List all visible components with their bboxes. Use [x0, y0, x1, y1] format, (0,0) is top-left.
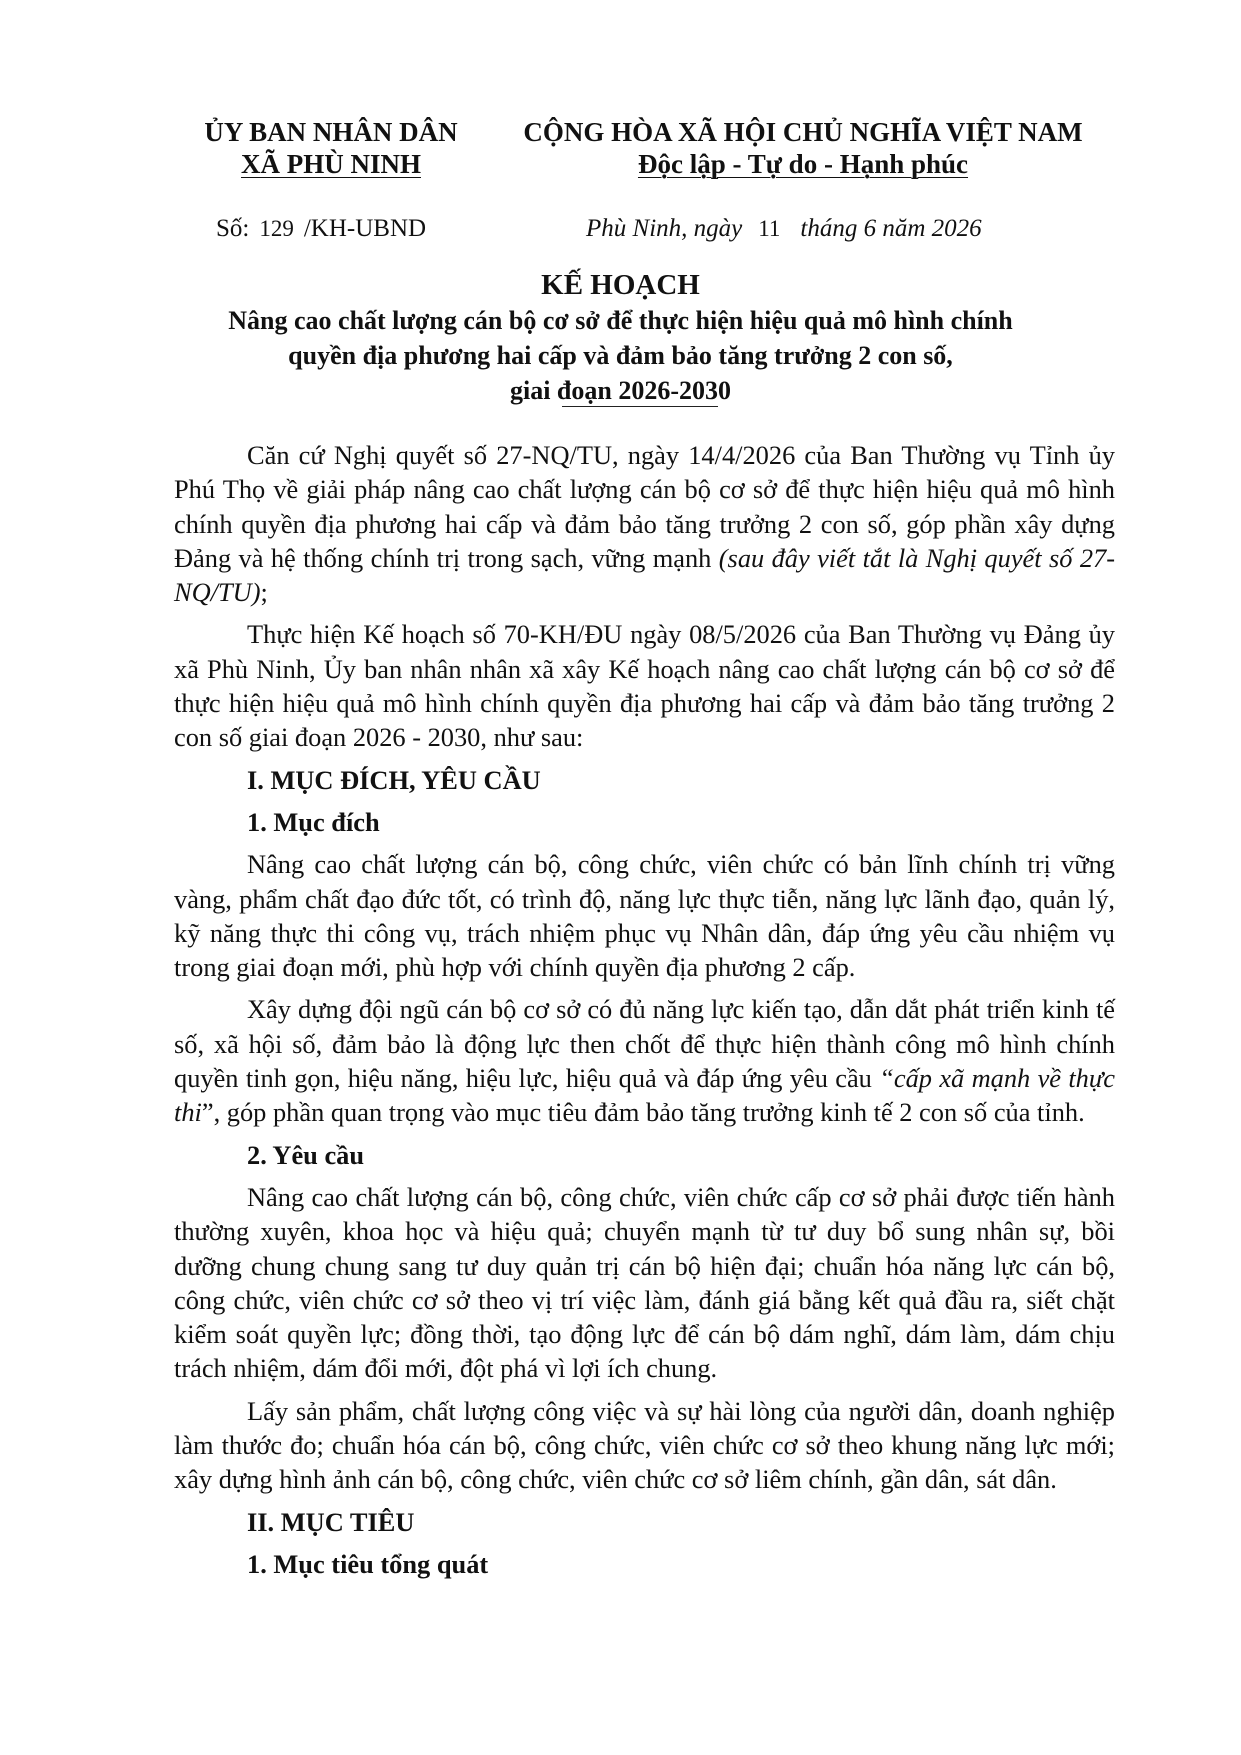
paragraph-purpose-1: Nâng cao chất lượng cán bộ, công chức, viên chức có bản lĩnh chính trị vững vàng, phẩm chất đạo đức tốt, có trình độ, năng lực thực tiễn, năng lực lãnh đạo, quản lý, kỹ năng thực thi công vụ, trách nhiệm phục vụ Nhân dân, đáp ứng yêu cầu nhiệm vụ trong giai đoạn mới, phù hợp với chính quyền địa phương 2 cấp. [174, 849, 1115, 983]
place-date [586, 214, 982, 244]
subtitle-line-2: quyền địa phương hai cấp và đảm bảo tăng trưởng 2 con số, [288, 341, 953, 370]
commune-name-text: XÃ PHÙ NINH [241, 149, 421, 179]
agency-name: ỦY BAN NHÂN DÂN [204, 117, 458, 147]
section-heading-objectives: II. MỤC TIÊU [247, 1506, 415, 1537]
paragraph-purpose-2-end: ”, góp phần quan trọng vào mục tiêu đảm bảo tăng trưởng kinh tế 2 con số của tỉnh. [201, 1097, 1085, 1128]
document-subtitle [150, 303, 1091, 408]
paragraph-purpose-2 [174, 992, 1115, 1129]
place-date-prefix: Phù Ninh, ngày [586, 215, 743, 242]
section-heading-purpose: I. MỤC ĐÍCH, YÊU CẦU [247, 764, 541, 795]
paragraph-purpose-2-text: Xây dựng đội ngũ cán bộ cơ sở có đủ năng lực kiến tạo, dẫn dắt phát triển kinh tế số, xã hội số, đảm bảo là động lực then chốt để thực hiện thành công mô hình chính quyền tinh gọn, hiệu năng, hiệu lực, hiệu quả và đáp ứng yêu cầu [174, 994, 1115, 1094]
subtitle-line-1: Nâng cao chất lượng cán bộ cơ sở để thực hiện hiệu quả mô hình chính [228, 306, 1013, 335]
subsection-heading-general-objective: 1. Mục tiêu tổng quát [247, 1548, 489, 1579]
issuing-agency [190, 116, 472, 180]
doc-number-suffix: /KH-UBND [303, 215, 427, 242]
paragraph-legal-basis-text: Căn cứ Nghị quyết số 27-NQ/TU, ngày 14/4/2026 của Ban Thường vụ Tỉnh ủy Phú Thọ về giải pháp nâng cao chất lượng cán bộ cơ sở để thực hiện hiệu quả mô hình chính quyền địa phương hai cấp và đảm bảo tăng trưởng 2 con số, góp phần xây dựng Đảng và hệ thống chính trị trong sạch, vững mạnh [174, 440, 1115, 573]
doc-number-value: 129 [259, 216, 294, 241]
subtitle-line-3: giai đoạn 2026-2030 [509, 376, 732, 405]
paragraph-legal-basis [174, 438, 1115, 609]
document-number [216, 214, 426, 244]
paragraph-legal-basis-end: ; [260, 577, 268, 608]
title-divider [562, 406, 718, 407]
commune-name [190, 148, 472, 180]
doc-number-prefix: Số: [216, 215, 250, 242]
place-date-suffix: tháng 6 năm 2026 [800, 215, 982, 242]
motto [505, 148, 1101, 180]
place-date-day: 11 [758, 216, 781, 241]
paragraph-requirements-2: Lấy sản phẩm, chất lượng công việc và sự hài lòng của người dân, doanh nghiệp làm thước đo; chuẩn hóa cán bộ, công chức, viên chức cơ sở theo khung năng lực mới; xây dựng hình ảnh cán bộ, công chức, viên chức cơ sở liêm chính, gần dân, sát dân. [174, 1395, 1115, 1495]
subsection-heading-requirements: 2. Yêu cầu [247, 1139, 365, 1170]
document-title: KẾ HOẠCH [541, 269, 700, 301]
paragraph-legal-basis-note: (sau đây viết tắt là Nghị quyết số 27-NQ/TU) [174, 542, 1116, 608]
paragraph-purpose-2-quote: “cấp xã mạnh về thực thi [174, 1063, 1115, 1128]
country-name: CỘNG HÒA XÃ HỘI CHỦ NGHĨA VIỆT NAM [523, 117, 1083, 147]
national-motto [505, 116, 1101, 180]
paragraph-requirements-1: Nâng cao chất lượng cán bộ, công chức, viên chức cấp cơ sở phải được tiến hành thường xuyên, khoa học và hiệu quả; chuyển mạnh từ tư duy bổ sung nhân sự, bồi dưỡng chung chung sang tư duy quản trị cán bộ hiện đại; chuẩn hóa năng lực cán bộ, công chức, viên chức cơ sở theo vị trí việc làm, đánh giá bằng kết quả đầu ra, siết chặt kiểm soát quyền lực; đồng thời, tạo động lực để cán bộ dám nghĩ, dám làm, dám chịu trách nhiệm, dám đổi mới, đột phá vì lợi ích chung. [174, 1181, 1115, 1384]
motto-text: Độc lập - Tự do - Hạnh phúc [637, 149, 969, 179]
subsection-heading-purpose: 1. Mục đích [247, 806, 380, 837]
document-body [174, 438, 1115, 1589]
paragraph-implementation: Thực hiện Kế hoạch số 70-KH/ĐU ngày 08/5/2026 của Ban Thường vụ Đảng ủy xã Phù Ninh, Ủy ban nhân nhân xã xây Kế hoạch nâng cao chất lượng cán bộ cơ sở để thực hiện hiệu quả mô hình chính quyền địa phương hai cấp và đảm bảo tăng trưởng 2 con số giai đoạn 2026 - 2030, như sau: [174, 619, 1115, 753]
